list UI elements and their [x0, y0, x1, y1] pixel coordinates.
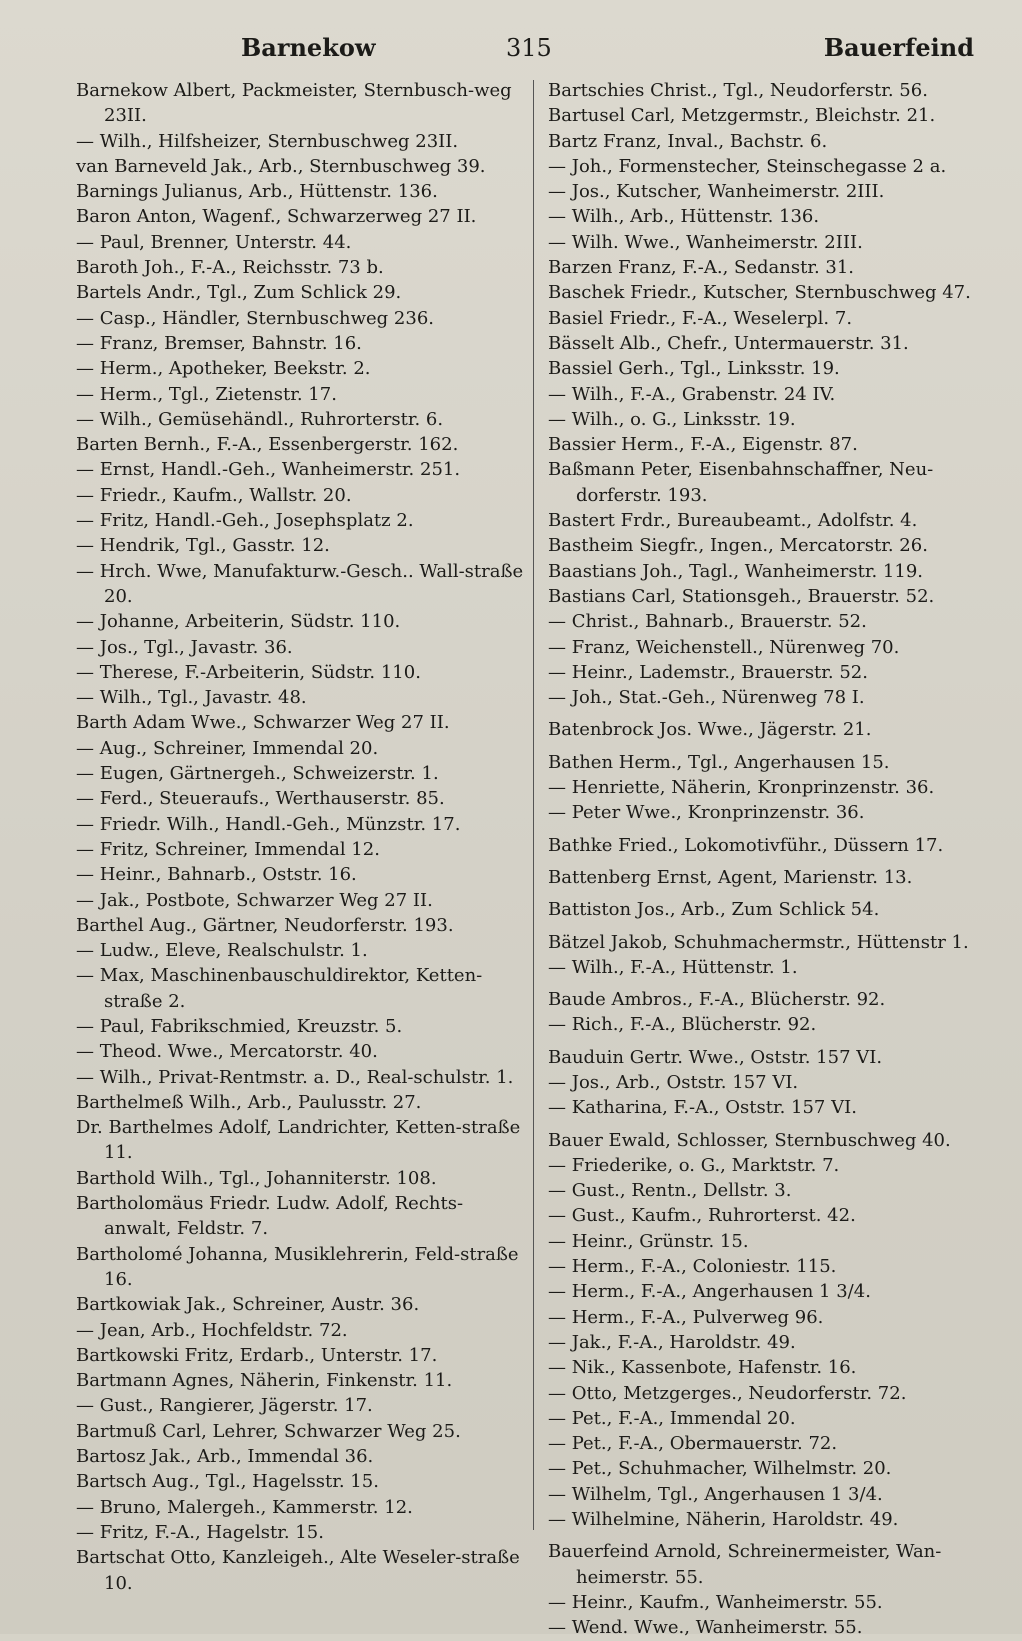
directory-entry: — Fritz, F.-A., Hagelstr. 15. — [76, 1521, 324, 1543]
directory-entry: — Wilh., Hilfsheizer, Sternbuschweg 23II. — [76, 130, 459, 152]
directory-entry: Bathke Fried., Lokomotivführ., Düssern 17. — [548, 834, 944, 856]
directory-entry: — Wilh., F.-A., Hüttenstr. 1. — [548, 956, 798, 978]
directory-entry: Baroth Joh., F.-A., Reichsstr. 73 b. — [76, 257, 384, 279]
directory-entry: Bartosz Jak., Arb., Immendal 36. — [76, 1446, 374, 1468]
directory-entry: — Gust., Kaufm., Ruhrorterst. 42. — [548, 1205, 856, 1227]
directory-entry: — Wilh., Arb., Hüttenstr. 136. — [548, 206, 820, 228]
header-left-word: Barnekow — [241, 33, 376, 62]
directory-entry: Bartholomé Johanna, Musiklehrerin, Feld-straße 16. — [76, 1243, 519, 1290]
directory-entry: — Herm., F.-A., Pulverweg 96. — [548, 1306, 824, 1328]
directory-entry: — Wilh., Gemüsehändl., Ruhrorterstr. 6. — [76, 408, 444, 430]
directory-entry: — Wend. Wwe., Wanheimerstr. 55. — [548, 1617, 863, 1639]
directory-entry: — Gust., Rentn., Dellstr. 3. — [548, 1180, 792, 1202]
directory-entry: — Theod. Wwe., Mercatorstr. 40. — [76, 1041, 378, 1063]
directory-entry: Battiston Jos., Arb., Zum Schlick 54. — [548, 899, 880, 921]
directory-entry: Barnekow Albert, Packmeister, Sternbusch-weg 23II. — [76, 80, 512, 127]
directory-entry: — Franz, Weichenstell., Nürenweg 70. — [548, 636, 900, 658]
directory-entry: — Paul, Fabrikschmied, Kreuzstr. 5. — [76, 1015, 403, 1037]
directory-entry: Barnings Julianus, Arb., Hüttenstr. 136. — [76, 181, 438, 203]
directory-entry: — Katharina, F.-A., Oststr. 157 VI. — [548, 1097, 857, 1119]
directory-entry: — Johanne, Arbeiterin, Südstr. 110. — [76, 611, 401, 633]
directory-entry: — Bruno, Malergeh., Kammerstr. 12. — [76, 1496, 413, 1518]
directory-entry: Baschek Friedr., Kutscher, Sternbuschweg 47. — [548, 282, 971, 304]
directory-entry: Bastheim Siegfr., Ingen., Mercatorstr. 26. — [548, 535, 928, 557]
directory-entry: Baron Anton, Wagenf., Schwarzerweg 27 II. — [76, 206, 477, 228]
directory-entry: Barthel Aug., Gärtner, Neudorferstr. 193. — [76, 914, 454, 936]
directory-entry: — Ernst, Handl.-Geh., Wanheimerstr. 251. — [76, 459, 461, 481]
directory-entry: Basiel Friedr., F.-A., Weselerpl. 7. — [548, 307, 853, 329]
directory-entry: — Friederike, o. G., Marktstr. 7. — [548, 1154, 840, 1176]
directory-entry: Bauduin Gertr. Wwe., Oststr. 157 VI. — [548, 1046, 883, 1068]
directory-entry: Baude Ambros., F.-A., Blücherstr. 92. — [548, 989, 886, 1011]
directory-entry: — Christ., Bahnarb., Brauerstr. 52. — [548, 611, 867, 633]
directory-entry: Bartschat Otto, Kanzleigeh., Alte Weseler-straße 10. — [76, 1547, 520, 1594]
directory-entry: — Jak., F.-A., Haroldstr. 49. — [548, 1331, 796, 1353]
directory-entry: Bartkowiak Jak., Schreiner, Austr. 36. — [76, 1294, 420, 1316]
directory-entry: Bastians Carl, Stationsgeh., Brauerstr. 52. — [548, 585, 935, 607]
page-header — [76, 30, 980, 66]
directory-entry: — Wilh., Privat-Rentmstr. a. D., Real-schulstr. 1. — [76, 1066, 514, 1088]
directory-entry: — Peter Wwe., Kronprinzenstr. 36. — [548, 802, 865, 824]
directory-entry: — Herm., F.-A., Angerhausen 1 3/4. — [548, 1281, 871, 1303]
directory-entry: Barten Bernh., F.-A., Essenbergerstr. 162. — [76, 434, 459, 456]
directory-entry: — Hendrik, Tgl., Gasstr. 12. — [76, 535, 330, 557]
column-divider — [533, 80, 534, 1530]
directory-entry: — Heinr., Bahnarb., Oststr. 16. — [76, 864, 357, 886]
directory-entry: — Wilhelmine, Näherin, Haroldstr. 49. — [548, 1509, 899, 1531]
directory-entry: — Friedr. Wilh., Handl.-Geh., Münzstr. 17. — [76, 813, 461, 835]
directory-entry: — Jos., Arb., Oststr. 157 VI. — [548, 1071, 799, 1093]
directory-entry: Barthelmeß Wilh., Arb., Paulusstr. 27. — [76, 1091, 422, 1113]
directory-entry: — Heinr., Grünstr. 15. — [548, 1230, 749, 1252]
directory-entry: Bätzel Jakob, Schuhmachermstr., Hüttenstr 1. — [548, 931, 969, 953]
directory-entry: — Wilh., F.-A., Grabenstr. 24 IV. — [548, 383, 836, 405]
directory-entry: — Jos., Kutscher, Wanheimerstr. 2III. — [548, 181, 885, 203]
directory-entry: — Ludw., Eleve, Realschulstr. 1. — [76, 940, 368, 962]
directory-entry: Bartz Franz, Inval., Bachstr. 6. — [548, 130, 828, 152]
directory-entry: Bässelt Alb., Chefr., Untermauerstr. 31. — [548, 332, 909, 354]
directory-entry: — Aug., Schreiner, Immendal 20. — [76, 737, 379, 759]
directory-entry: Barthold Wilh., Tgl., Johanniterstr. 108. — [76, 1167, 437, 1189]
directory-entry: — Jos., Tgl., Javastr. 36. — [76, 636, 293, 658]
directory-entry: Baastians Joh., Tagl., Wanheimerstr. 119. — [548, 560, 924, 582]
directory-entry: Bartkowski Fritz, Erdarb., Unterstr. 17. — [76, 1344, 438, 1366]
header-right-word: Bauerfeind — [823, 33, 974, 62]
directory-entry: Bartmuß Carl, Lehrer, Schwarzer Weg 25. — [76, 1420, 461, 1442]
directory-entry: — Herm., Apotheker, Beekstr. 2. — [76, 358, 371, 380]
directory-entry: van Barneveld Jak., Arb., Sternbuschweg 39. — [76, 155, 486, 177]
left-column — [76, 78, 524, 1596]
directory-entry: — Gust., Rangierer, Jägerstr. 17. — [76, 1395, 373, 1417]
right-column — [548, 78, 978, 1641]
directory-entry: — Joh., Formenstecher, Steinschegasse 2 a. — [548, 155, 947, 177]
directory-entry: Bartmann Agnes, Näherin, Finkenstr. 11. — [76, 1370, 453, 1392]
page-number: 315 — [506, 34, 552, 62]
directory-entry: — Pet., F.-A., Immendal 20. — [548, 1407, 796, 1429]
directory-entry: Bassier Herm., F.-A., Eigenstr. 87. — [548, 434, 858, 456]
directory-entry: — Rich., F.-A., Blücherstr. 92. — [548, 1014, 817, 1036]
directory-entry: Baßmann Peter, Eisenbahnschaffner, Neu-dorferstr. 193. — [548, 459, 934, 506]
directory-entry: Bathen Herm., Tgl., Angerhausen 15. — [548, 751, 890, 773]
directory-entry: Bartsch Aug., Tgl., Hagelsstr. 15. — [76, 1471, 379, 1493]
directory-entry: — Jean, Arb., Hochfeldstr. 72. — [76, 1319, 348, 1341]
directory-entry: — Therese, F.-Arbeiterin, Südstr. 110. — [76, 661, 421, 683]
directory-entry: — Wilhelm, Tgl., Angerhausen 1 3/4. — [548, 1483, 883, 1505]
directory-entry: — Franz, Bremser, Bahnstr. 16. — [76, 332, 362, 354]
directory-entry: — Pet., Schuhmacher, Wilhelmstr. 20. — [548, 1458, 892, 1480]
directory-entry: — Herm., Tgl., Zietenstr. 17. — [76, 383, 337, 405]
directory-entry: Barth Adam Wwe., Schwarzer Weg 27 II. — [76, 712, 450, 734]
directory-entry: Battenberg Ernst, Agent, Marienstr. 13. — [548, 866, 913, 888]
directory-entry: Bartschies Christ., Tgl., Neudorferstr. 56. — [548, 80, 928, 101]
directory-entry: — Paul, Brenner, Unterstr. 44. — [76, 231, 352, 253]
directory-entry: Bassiel Gerh., Tgl., Linksstr. 19. — [548, 358, 840, 380]
directory-entry: Bastert Frdr., Bureaubeamt., Adolfstr. 4. — [548, 510, 918, 532]
directory-entry: — Wilh. Wwe., Wanheimerstr. 2III. — [548, 231, 863, 253]
directory-entry: — Joh., Stat.-Geh., Nürenweg 78 I. — [548, 687, 865, 709]
directory-entry: Bartholomäus Friedr. Ludw. Adolf, Rechts-anwalt, Feldstr. 7. — [76, 1193, 464, 1240]
directory-entry: — Max, Maschinenbauschuldirektor, Ketten-straße 2. — [76, 965, 483, 1012]
directory-entry: — Heinr., Kaufm., Wanheimerstr. 55. — [548, 1591, 883, 1613]
directory-entry: — Wilh., Tgl., Javastr. 48. — [76, 687, 307, 709]
directory-entry: — Eugen, Gärtnergeh., Schweizerstr. 1. — [76, 763, 439, 785]
directory-entry: — Heinr., Lademstr., Brauerstr. 52. — [548, 661, 868, 683]
directory-entry: — Fritz, Handl.-Geh., Josephsplatz 2. — [76, 510, 414, 532]
directory-entry: — Casp., Händler, Sternbuschweg 236. — [76, 307, 434, 329]
directory-entry: Bauerfeind Arnold, Schreinermeister, Wan-heimerstr. 55. — [548, 1541, 942, 1588]
directory-entry: — Nik., Kassenbote, Hafenstr. 16. — [548, 1357, 857, 1379]
directory-entry: — Pet., F.-A., Obermauerstr. 72. — [548, 1433, 838, 1455]
directory-entry: — Jak., Postbote, Schwarzer Weg 27 II. — [76, 889, 433, 911]
directory-entry: — Wilh., o. G., Linksstr. 19. — [548, 408, 796, 430]
directory-entry: — Otto, Metzgerges., Neudorferstr. 72. — [548, 1382, 907, 1404]
directory-entry: — Ferd., Steueraufs., Werthauserstr. 85. — [76, 788, 445, 810]
directory-entry: Batenbrock Jos. Wwe., Jägerstr. 21. — [548, 719, 872, 741]
directory-entry: — Henriette, Näherin, Kronprinzenstr. 36. — [548, 777, 935, 799]
directory-entry: Bartels Andr., Tgl., Zum Schlick 29. — [76, 282, 402, 304]
directory-entry: — Fritz, Schreiner, Immendal 12. — [76, 838, 380, 860]
directory-entry: — Herm., F.-A., Coloniestr. 115. — [548, 1256, 837, 1278]
directory-entry: Bartusel Carl, Metzgermstr., Bleichstr. 21. — [548, 105, 936, 127]
directory-entry: — Hrch. Wwe, Manufakturw.-Gesch.. Wall-straße 20. — [76, 560, 524, 607]
directory-entry: Bauer Ewald, Schlosser, Sternbuschweg 40. — [548, 1129, 951, 1151]
directory-entry: — Friedr., Kaufm., Wallstr. 20. — [76, 484, 352, 506]
directory-entry: Barzen Franz, F.-A., Sedanstr. 31. — [548, 257, 855, 279]
directory-entry: Dr. Barthelmes Adolf, Landrichter, Ketten-straße 11. — [76, 1117, 521, 1164]
